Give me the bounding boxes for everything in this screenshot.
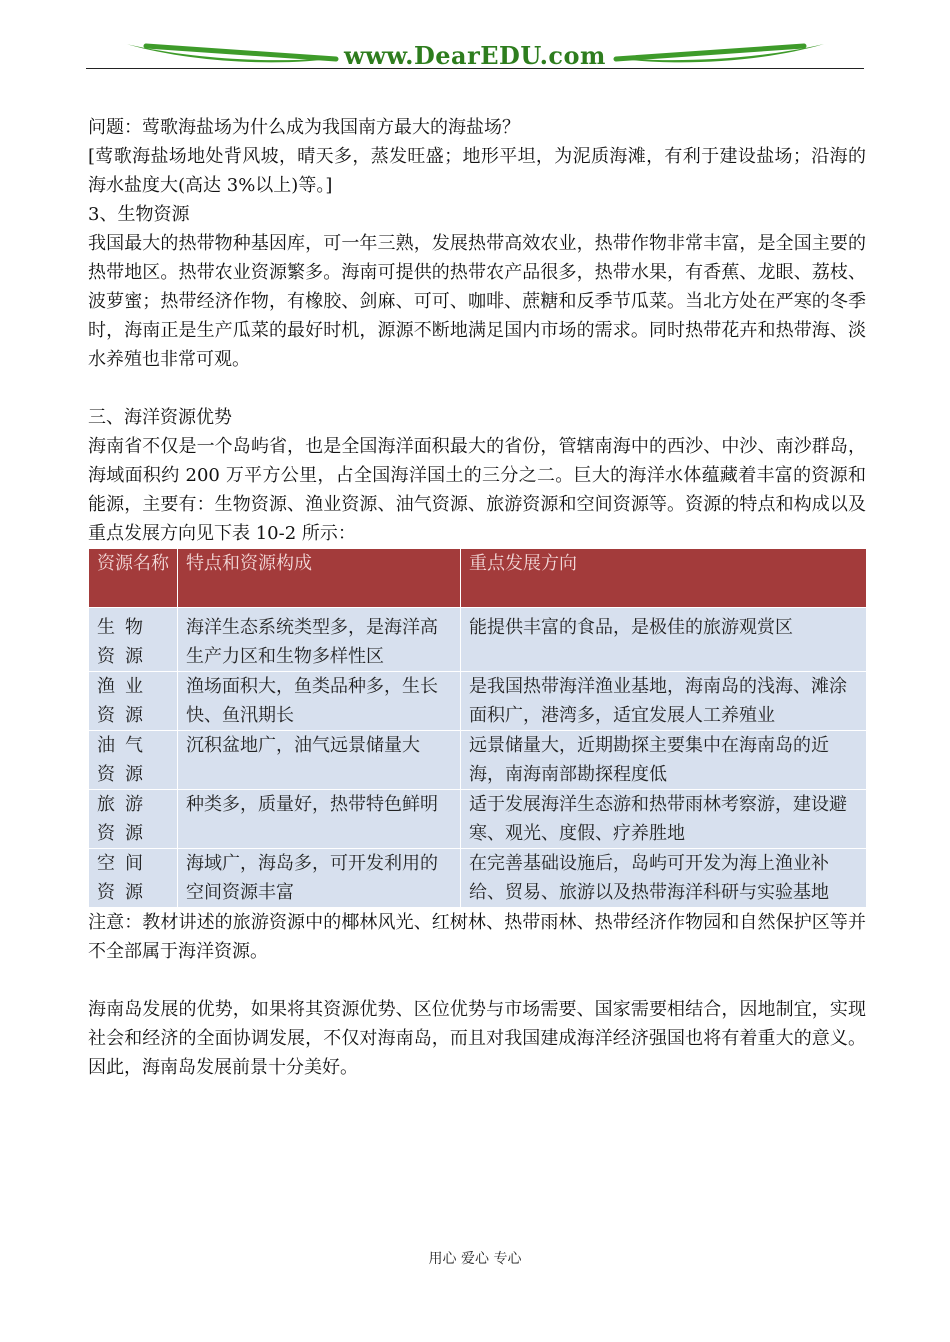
header-resource-name: 资源名称 xyxy=(89,549,178,608)
page-footer: 用心 爱心 专心 xyxy=(428,1251,522,1267)
header-development-direction: 重点发展方向 xyxy=(461,549,867,608)
table-row xyxy=(89,731,867,790)
characteristics-cell: 海洋生态系统类型多，是海洋高生产力区和生物多样性区 xyxy=(178,608,461,672)
table-row xyxy=(89,608,867,672)
table-row xyxy=(89,790,867,849)
section-intro-paragraph: 海南省不仅是一个岛屿省，也是全国海洋面积最大的省份，管辖南海中的西沙、中沙、南沙群岛，海域面积约 200 万平方公里，占全国海洋国土的三分之二。巨大的海洋水体蕴藏着丰富的资源和能源，主要有：生物资源、渔业资源、油气资源、旅游资源和空间资源等。资源的特点和构成以及重点发展方向见下表 10-2 所示： xyxy=(88,436,866,544)
direction-cell: 是我国热带海洋渔业基地，海南岛的浅海、滩涂面积广，港湾多，适宜发展人工养殖业 xyxy=(461,672,867,731)
direction-cell: 能提供丰富的食品，是极佳的旅游观赏区 xyxy=(461,608,867,672)
document-body xyxy=(88,113,866,1082)
note-paragraph: 注意：教材讲述的旅游资源中的椰林风光、红树林、热带雨林、热带经济作物园和自然保护区等并不全部属于海洋资源。 xyxy=(88,912,866,962)
spacer xyxy=(88,966,866,995)
resource-name-cell: 旅游资源 xyxy=(89,790,178,849)
site-banner xyxy=(86,36,864,70)
characteristics-cell: 种类多，质量好，热带特色鲜明 xyxy=(178,790,461,849)
conclusion-paragraph: 海南岛发展的优势，如果将其资源优势、区位优势与市场需要、国家需要相结合，因地制宜，实现社会和经济的全面协调发展，不仅对海南岛，而且对我国建成海洋经济强国也将有着重大的意义。因此，海南岛发展前景十分美好。 xyxy=(88,999,866,1078)
resource-name-cell: 渔业资源 xyxy=(89,672,178,731)
table-row xyxy=(89,849,867,908)
table-header-row xyxy=(89,549,867,608)
header-divider xyxy=(86,68,864,69)
resource-table xyxy=(88,548,867,908)
answer-paragraph: [莺歌海盐场地处背风坡，晴天多，蒸发旺盛；地形平坦，为泥质海滩，有利于建设盐场；沿海的海水盐度大(高达 3%以上)等。] xyxy=(88,146,866,196)
question-line: 问题：莺歌海盐场为什么成为我国南方最大的海盐场？ xyxy=(88,117,520,138)
table-row xyxy=(89,672,867,731)
characteristics-cell: 渔场面积大，鱼类品种多，生长快、鱼汛期长 xyxy=(178,672,461,731)
direction-cell: 适于发展海洋生态游和热带雨林考察游，建设避寒、观光、度假、疗养胜地 xyxy=(461,790,867,849)
direction-cell: 远景储量大，近期勘探主要集中在海南岛的近海，南海南部勘探程度低 xyxy=(461,731,867,790)
section-heading: 三、海洋资源优势 xyxy=(88,407,232,428)
site-logo-text: www.DearEDU.com xyxy=(344,41,606,70)
resource-name-cell: 油气资源 xyxy=(89,731,178,790)
resource-name-cell: 空间资源 xyxy=(89,849,178,908)
header-characteristics: 特点和资源构成 xyxy=(178,549,461,608)
characteristics-cell: 沉积盆地广，油气远景储量大 xyxy=(178,731,461,790)
subheading-biological: 3、生物资源 xyxy=(88,204,190,225)
characteristics-cell: 海域广，海岛多，可开发利用的空间资源丰富 xyxy=(178,849,461,908)
spacer xyxy=(88,374,866,403)
resource-name-cell: 生物资源 xyxy=(89,608,178,672)
biological-paragraph: 我国最大的热带物种基因库，可一年三熟，发展热带高效农业，热带作物非常丰富，是全国主要的热带地区。热带农业资源繁多。海南可提供的热带农产品很多，热带水果，有香蕉、龙眼、荔枝、波萝蜜；热带经济作物，有橡胶、剑麻、可可、咖啡、蔗糖和反季节瓜菜。当北方处在严寒的冬季时，海南正是生产瓜菜的最好时机，源源不断地满足国内市场的需求。同时热带花卉和热带海、淡水养殖也非常可观。 xyxy=(88,233,866,370)
direction-cell: 在完善基础设施后，岛屿可开发为海上渔业补给、贸易、旅游以及热带海洋科研与实验基地 xyxy=(461,849,867,908)
